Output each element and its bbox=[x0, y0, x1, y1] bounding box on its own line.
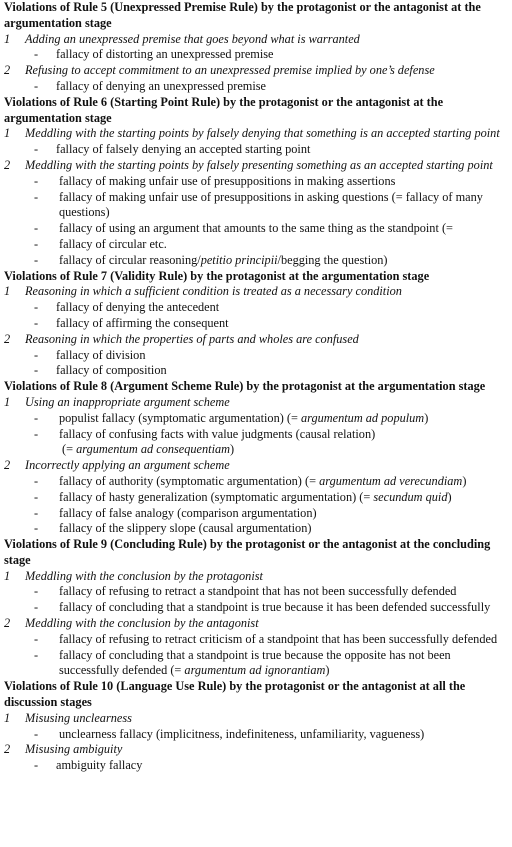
subsection-number: 1 bbox=[4, 284, 11, 299]
list-item: - fallacy of denying an unexpressed premise bbox=[34, 78, 266, 93]
list-item: - fallacy of denying the antecedent bbox=[34, 300, 220, 315]
subsection-title: 2 Incorrectly applying an argument scheme bbox=[4, 458, 230, 473]
list-item: - fallacy of falsely denying an accepted starting point bbox=[34, 142, 311, 157]
subsection-title: 1 Misusing unclearness bbox=[4, 710, 132, 725]
section-heading: Violations of Rule 7 (Validity Rule) by the protagonist at the argumentation stage bbox=[4, 268, 430, 283]
subsection-number: 2 bbox=[4, 616, 11, 631]
subsection-number: 1 bbox=[4, 31, 11, 46]
section-heading: Violations of Rule 8 (Argument Scheme Rule) by the protagonist at the argumentation stage bbox=[4, 379, 486, 394]
section-rule-5 bbox=[4, 0, 512, 95]
subsection-title: 2 Meddling with the conclusion by the antagonist bbox=[4, 616, 259, 631]
list-item: - fallacy of using an argument that amounts to the same thing as the standpoint (= bbox=[34, 221, 453, 236]
section-rule-10 bbox=[4, 679, 512, 774]
list-item: - fallacy of confusing facts with value judgments (causal relation) (= argumentum ad consequentiam) bbox=[34, 426, 376, 457]
subsection-title: 2 Misusing ambiguity bbox=[4, 742, 123, 757]
section-rule-9 bbox=[4, 537, 512, 679]
subsection-title: 2 Refusing to accept commitment to an unexpressed premise implied by one’s defense bbox=[4, 63, 435, 78]
list-item: - populist fallacy (symptomatic argumentation) (= argumentum ad populum) bbox=[34, 410, 429, 425]
subsection-title: 1 Reasoning in which a sufficient condition is treated as a necessary condition bbox=[4, 284, 402, 299]
list-item: - fallacy of circular etc. bbox=[34, 236, 167, 251]
list-item: - fallacy of false analogy (comparison argumentation) bbox=[34, 505, 317, 520]
section-heading: Violations of Rule 6 (Starting Point Rule) by the protagonist or the antagonist at the argumentation stage bbox=[4, 94, 444, 125]
list-item: - fallacy of the slippery slope (causal argumentation) bbox=[34, 521, 312, 536]
section-rule-7 bbox=[4, 269, 512, 380]
section-heading: Violations of Rule 9 (Concluding Rule) by the protagonist or the antagonist at the concluding stage bbox=[4, 537, 491, 567]
section-rule-8 bbox=[4, 379, 512, 537]
list-item: - unclearness fallacy (implicitness, indefiniteness, unfamiliarity, vagueness) bbox=[34, 726, 425, 741]
list-item: - fallacy of concluding that a standpoint is true because the opposite has not been successfully defended (= argumentum ad ignorantiam) bbox=[34, 647, 451, 678]
subsection-title: 1 Meddling with the conclusion by the protagonist bbox=[4, 568, 263, 583]
subsection-number: 2 bbox=[4, 742, 11, 757]
list-item: - fallacy of circular reasoning/petitio principii/begging the question) bbox=[34, 252, 388, 267]
subsection-number: 1 bbox=[4, 394, 11, 409]
list-item: - fallacy of making unfair use of presuppositions in making assertions bbox=[34, 173, 396, 188]
list-item: - fallacy of division bbox=[34, 347, 146, 362]
subsection-number: 2 bbox=[4, 331, 11, 346]
subsection-title: 1 Meddling with the starting points by falsely denying that something is an accepted starting point bbox=[4, 126, 500, 141]
list-item: - fallacy of composition bbox=[34, 363, 167, 378]
list-item: - fallacy of hasty generalization (symptomatic argumentation) (= secundum quid) bbox=[34, 489, 452, 504]
list-item: - fallacy of making unfair use of presuppositions in asking questions (= fallacy of many questions) bbox=[34, 189, 483, 220]
subsection-number: 1 bbox=[4, 710, 11, 725]
subsection-title: 1 Using an inappropriate argument scheme bbox=[4, 394, 230, 409]
subsection-title: 1 Adding an unexpressed premise that goes beyond what is warranted bbox=[4, 31, 360, 46]
list-item: - fallacy of distorting an unexpressed premise bbox=[34, 47, 274, 62]
list-item: - fallacy of refusing to retract criticism of a standpoint that has been successfully defended bbox=[34, 631, 498, 646]
list-item: - ambiguity fallacy bbox=[34, 758, 143, 773]
section-heading: Violations of Rule 5 (Unexpressed Premise Rule) by the protagonist or the antagonist at the argumentation stage bbox=[4, 0, 481, 30]
section-rule-6 bbox=[4, 95, 512, 269]
section-heading: Violations of Rule 10 (Language Use Rule) by the protagonist or the antagonist at all the discussion stages bbox=[4, 679, 466, 710]
subsection-title: 2 Meddling with the starting points by falsely presenting something as an accepted starting point bbox=[4, 157, 493, 172]
list-item: - fallacy of authority (symptomatic argumentation) (= argumentum ad verecundiam) bbox=[34, 473, 467, 488]
list-item: - fallacy of concluding that a standpoint is true because it has been defended successfully bbox=[34, 600, 491, 615]
list-item: - fallacy of refusing to retract a standpoint that has not been successfully defended bbox=[34, 584, 457, 599]
subsection-title: 2 Reasoning in which the properties of parts and wholes are confused bbox=[4, 331, 359, 346]
subsection-number: 2 bbox=[4, 157, 11, 172]
subsection-number: 2 bbox=[4, 458, 11, 473]
list-item: - fallacy of affirming the consequent bbox=[34, 315, 229, 330]
subsection-number: 2 bbox=[4, 63, 11, 78]
subsection-number: 1 bbox=[4, 568, 11, 583]
subsection-number: 1 bbox=[4, 126, 11, 141]
